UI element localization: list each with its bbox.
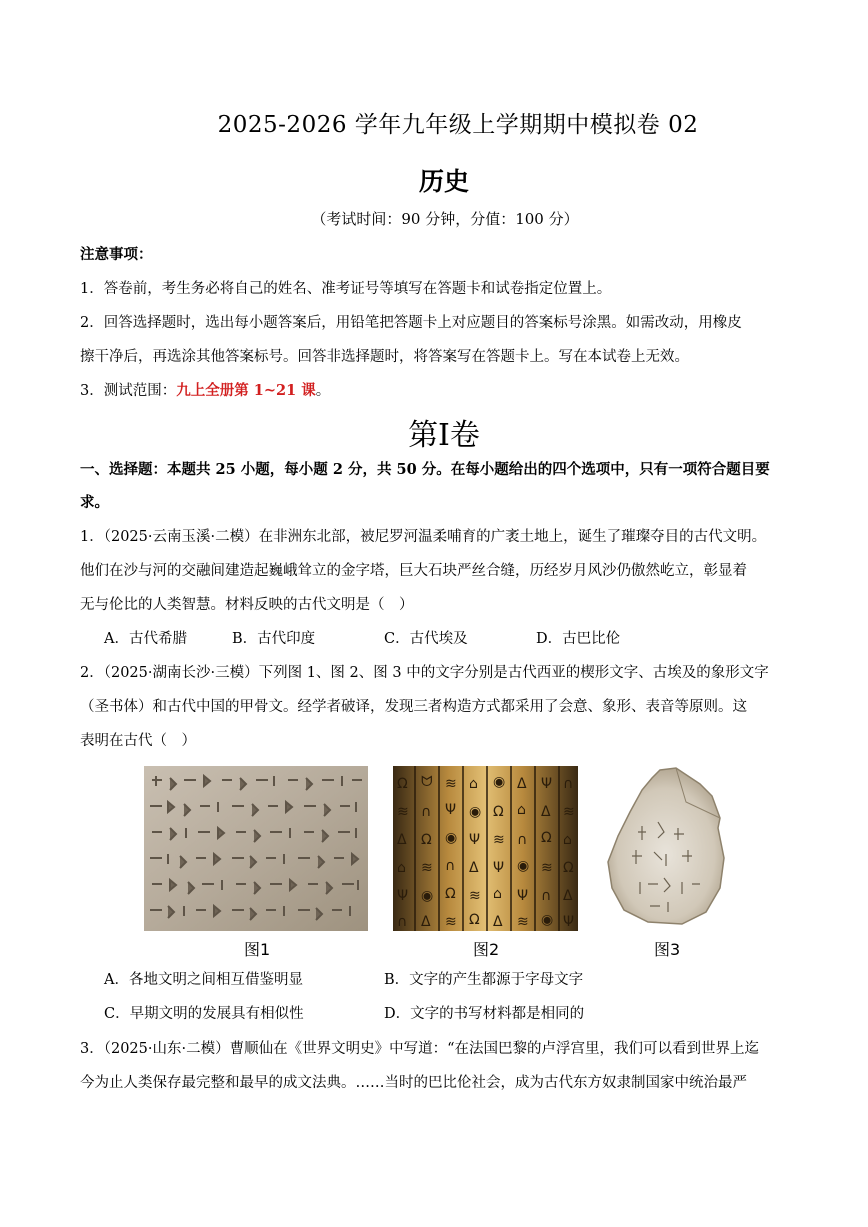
svg-text:Ω: Ω [445,886,456,902]
svg-text:ᐃ: ᐃ [541,804,551,820]
svg-text:∩: ∩ [563,776,574,792]
q1-option-a[interactable]: A．古代希腊 [104,631,187,647]
svg-text:Ψ: Ψ [493,860,505,876]
figure-3-caption: 图3 [654,940,681,959]
svg-text:ᐃ: ᐃ [493,914,503,930]
section-line-2: 求。 [80,494,109,511]
svg-text:◉: ◉ [541,912,554,928]
svg-text:⌂: ⌂ [397,860,406,876]
svg-text:∩: ∩ [397,914,408,930]
svg-text:◉: ◉ [493,774,506,790]
svg-text:ᐃ: ᐃ [421,914,431,930]
svg-text:Ω: Ω [493,804,504,820]
svg-text:⌂: ⌂ [493,886,502,902]
q2-line-1: 2．（2025·湖南长沙·三模）下列图 1、图 2、图 3 中的文字分别是古代西亚的楔形文字、古埃及的象形文字 [80,665,769,681]
svg-text:≋: ≋ [517,914,529,930]
section-line-1: 一、选择题：本题共 25 小题，每小题 2 分，共 50 分。在每小题给出的四个选项中，只有一项符合题目要 [80,461,770,478]
svg-text:≋: ≋ [421,860,433,876]
svg-text:∩: ∩ [541,888,552,904]
svg-text:∩: ∩ [421,804,432,820]
note-item-3-suffix: 。 [315,383,331,399]
q2-line-2: （圣书体）和古代中国的甲骨文。经学者破译，发现三者构造方式都采用了会意、象形、表音等原则。这 [80,699,747,715]
svg-text:Ω: Ω [397,776,408,792]
q1-line-3: 无与伦比的人类智慧。材料反映的古代文明是（ ） [80,597,414,613]
svg-text:Ω: Ω [421,832,432,848]
svg-text:◉: ◉ [421,888,434,904]
svg-text:≋: ≋ [541,860,553,876]
q2-option-b[interactable]: B．文字的产生都源于字母文字 [384,972,584,988]
svg-text:ᐃ: ᐃ [397,832,407,848]
svg-text:ᐃ: ᐃ [563,888,573,904]
svg-text:◉: ◉ [445,830,458,846]
q2-line-3: 表明在古代（ ） [80,733,196,749]
note-item-2-line-1: 2．回答选择题时，选出每小题答案后，用铅笔把答题卡上对应题目的答案标号涂黑。如需改动，用橡皮 [80,315,742,331]
part-heading: 第I卷 [408,418,480,453]
note-item-1: 1．答卷前，考生务必将自己的姓名、准考证号等填写在答题卡和试卷指定位置上。 [80,281,612,297]
svg-text:Ψ: Ψ [541,776,553,792]
figure-1-caption: 图1 [244,940,271,959]
svg-text:∩: ∩ [517,832,528,848]
svg-text:Ω: Ω [541,830,552,846]
svg-text:≋: ≋ [397,804,409,820]
q1-line-1: 1．（2025·云南玉溪·二模）在非洲东北部，被尼罗河温柔哺育的广袤土地上，诞生了璀璨夺目的古代文明。 [80,529,767,545]
note-item-3 [80,384,330,399]
svg-text:ᗢ: ᗢ [421,774,433,790]
exam-title: 2025-2026 学年九年级上学期期中模拟卷 02 [217,112,699,138]
q3-line-2: 今为止人类保存最完整和最早的成文法典。……当时的巴比伦社会，成为古代东方奴隶制国家中统治最严 [80,1075,747,1091]
test-range: 九上全册第 1~21 课 [176,382,316,399]
svg-text:Ψ: Ψ [563,914,575,930]
subject-title: 历史 [418,167,469,196]
svg-text:≋: ≋ [445,914,457,930]
svg-text:⌂: ⌂ [563,832,572,848]
cuneiform-image [144,766,368,931]
svg-text:≋: ≋ [445,776,457,792]
q1-option-c[interactable]: C．古代埃及 [384,631,468,647]
q1-option-d[interactable]: D．古巴比伦 [536,631,621,647]
svg-text:Ψ: Ψ [445,802,457,818]
q3-line-1: 3．（2025·山东·二模）曹顺仙在《世界文明史》中写道：“在法国巴黎的卢浮宫里，我们可以看到世界上迄 [80,1041,760,1057]
svg-text:Ψ: Ψ [469,832,481,848]
svg-text:≋: ≋ [469,888,481,904]
svg-text:⌂: ⌂ [469,776,478,792]
svg-text:⌂: ⌂ [517,802,526,818]
svg-text:≋: ≋ [563,804,575,820]
q2-option-d[interactable]: D．文字的书写材料都是相同的 [384,1006,585,1022]
exam-info: （考试时间：90 分钟，分值：100 分） [311,210,579,228]
svg-text:Ψ: Ψ [517,888,529,904]
q1-option-b[interactable]: B．古代印度 [232,631,316,647]
svg-text:ᐃ: ᐃ [469,860,479,876]
svg-text:ᐃ: ᐃ [517,776,527,792]
svg-text:Ψ: Ψ [397,888,409,904]
notes-heading: 注意事项： [80,246,153,263]
q2-option-c[interactable]: C．早期文明的发展具有相似性 [104,1006,304,1022]
q1-line-2: 他们在沙与河的交融间建造起巍峨耸立的金字塔，巨大石块严丝合缝，历经岁月风沙仍傲然屹立，彰显着 [80,563,747,579]
note-item-2-line-2: 擦干净后，再选涂其他答案标号。回答非选择题时，将答案写在答题卡上。写在本试卷上无效。 [80,349,689,365]
svg-text:≋: ≋ [493,832,505,848]
svg-text:Ω: Ω [563,860,574,876]
svg-text:◉: ◉ [469,804,482,820]
svg-text:◉: ◉ [517,858,530,874]
figure-2-caption: 图2 [473,940,500,959]
svg-text:Ω: Ω [469,912,480,928]
hieroglyph-image [393,766,578,931]
q2-option-a[interactable]: A．各地文明之间相互借鉴明显 [104,972,303,988]
svg-text:∩: ∩ [445,858,456,874]
oracle-bone-image [602,766,727,926]
note-item-3-prefix: 3．测试范围： [80,383,177,399]
